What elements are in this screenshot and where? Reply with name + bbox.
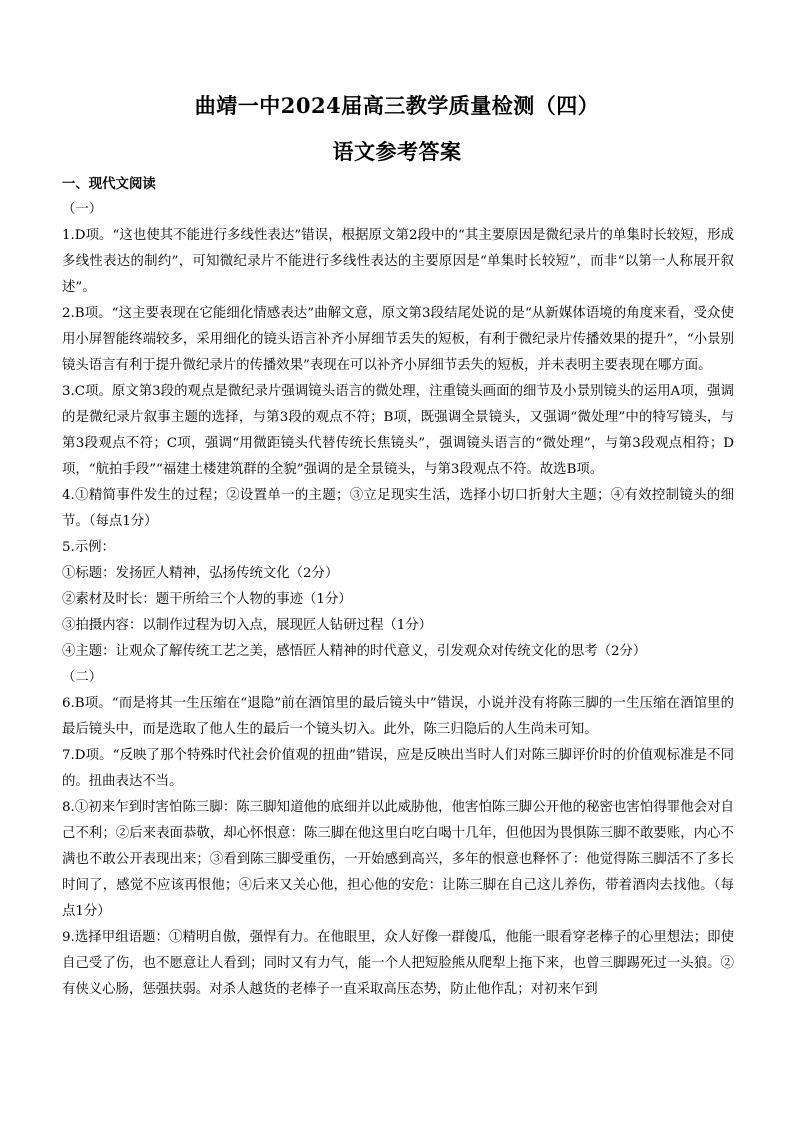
answer-paragraph: 3.C项。原文第3段的观点是微纪录片强调镜头语言的微处理，注重镜头画面的细节及小景别镜头的运用A项，强调的是微纪录片叙事主题的选择，与第3段的观点不符；B项，既强调全景镜头，又强调“微处理”中的特写镜头，与第3段观点不符；C项，强调“用微距镜头代替传统长焦镜头”，强调镜头语言的“微处理”，与第3段观点相符；D项，“航拍手段”“福建土楼建筑群的全貌”强调的是全景镜头，与第3段观点不符。故选B项。	[62, 384, 734, 477]
answer-paragraph: ③拍摄内容：以制作过程为切入点，展现匠人钻研过程（1分）	[62, 618, 433, 633]
answer-paragraph: 4.①精简事件发生的过程；②设置单一的主题；③立足现实生活，选择小切口折射大主题；④有效控制镜头的细节。（每点1分）	[62, 488, 734, 529]
subsection-heading: （一）	[62, 202, 103, 217]
answer-body	[62, 171, 734, 1003]
answer-paragraph: 9.选择甲组语题：①精明自傲，强悍有力。在他眼里，众人好像一群傻瓜，他能一眼看穿老棒子的心里想法；即使自己受了伤，也不愿意让人看到；同时又有力气，能一个人把短脸熊从爬犁上拖下来，也曾三脚踢死过一头狼。②有侠义心肠，惩强扶弱。对杀人越货的老棒子一直采取高压态势，防止他作乱；对初来乍到	[62, 930, 734, 997]
answer-paragraph: 1.D项。“这也使其不能进行多线性表达”错误，根据原文第2段中的“其主要原因是微纪录片的单集时长较短，形成多线性表达的制约”，可知微纪录片不能进行多线性表达的主要原因是“单集时长较短”，而非“以第一人称展开叙述”。	[62, 228, 734, 295]
document-subtitle: 语文参考答案	[332, 139, 462, 164]
document-title: 曲靖一中2024届高三教学质量检测（四）	[194, 93, 600, 118]
answer-paragraph: ①标题：发扬匠人精神，弘扬传统文化（2分）	[62, 566, 339, 581]
answer-paragraph: ④主题：让观众了解传统工艺之美，感悟匠人精神的时代意义，引发观众对传统文化的思考（2分）	[62, 644, 647, 659]
section-heading: 一、现代文阅读	[62, 176, 156, 192]
answer-paragraph: ②素材及时长：题干所给三个人物的事迹（1分）	[62, 592, 352, 607]
answer-paragraph: 2.B项。“这主要表现在它能细化情感表达”曲解文意，原文第3段结尾处说的是“从新媒体语境的角度来看，受众使用小屏智能终端较多，采用细化的镜头语言补齐小屏细节丢失的短板，有利于微纪录片传播效果的提升”，“小景别镜头语言有利于提升微纪录片的传播效果”表现在可以补齐小屏细节丢失的短板，并未表明主要表现在哪方面。	[62, 306, 734, 373]
subsection-heading: （二）	[62, 670, 103, 685]
answer-paragraph: 8.①初来乍到时害怕陈三脚：陈三脚知道他的底细并以此威胁他，他害怕陈三脚公开他的秘密也害怕得罪他会对自己不利；②后来表面恭敬，却心怀恨意：陈三脚在他这里白吃白喝十几年，但他因为畏惧陈三脚不敢要账，内心不满也不敢公开表现出来；③看到陈三脚受重伤，一开始感到高兴，多年的恨意也释怀了：他觉得陈三脚活不了多长时间了，感觉不应该再恨他；④后来又关心他，担心他的安危：让陈三脚在自己这儿养伤，带着酒肉去找他。（每点1分）	[62, 800, 734, 919]
answer-paragraph: 6.B项。“而是将其一生压缩在“退隐”前在酒馆里的最后镜头中”错误，小说并没有将陈三脚的一生压缩在酒馆里的最后镜头中，而是选取了他人生的最后一个镜头切入。此外，陈三归隐后的人生尚未可知。	[62, 696, 734, 737]
answer-paragraph: 7.D项。“反映了那个特殊时代社会价值观的扭曲”错误，应是反映出当时人们对陈三脚评价时的价值观标准是不同的。扭曲表达不当。	[62, 748, 734, 789]
answer-paragraph: 5.示例：	[62, 540, 115, 555]
